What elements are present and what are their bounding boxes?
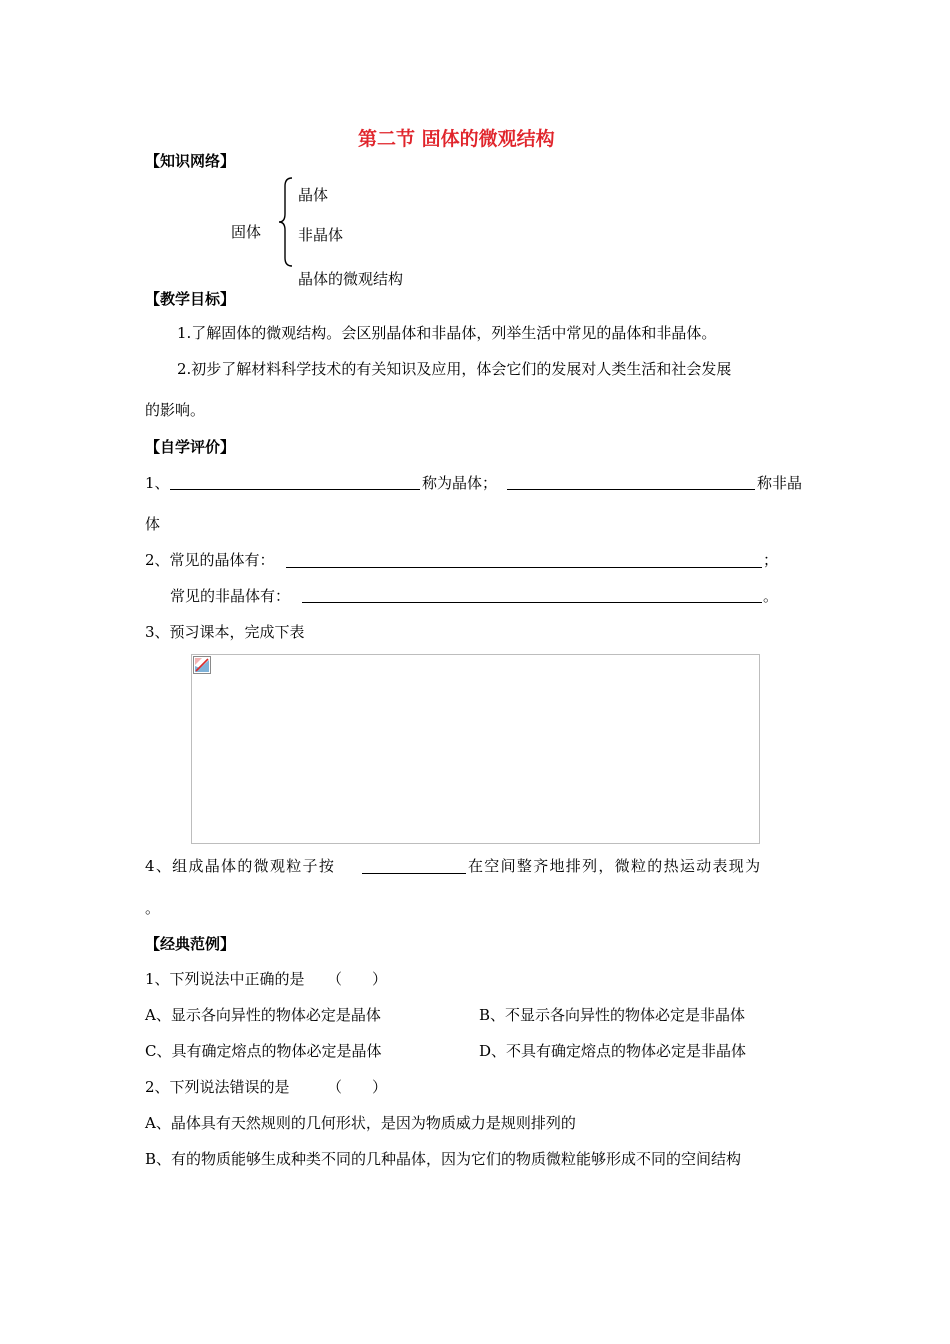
- curly-brace-icon: [276, 176, 296, 268]
- q4-blank[interactable]: [362, 873, 466, 874]
- q2-crystal-end: ；: [763, 551, 779, 569]
- section-heading-self-eval: 【自学评价】: [145, 438, 236, 456]
- q1-end-text: 称非晶: [757, 474, 803, 492]
- section-heading-examples: 【经典范例】: [145, 935, 236, 953]
- page-title: 第二节 固体的微观结构: [358, 128, 555, 150]
- example-q1-option-a: A、显示各向异性的物体必定是晶体: [145, 1006, 381, 1024]
- table-image-placeholder: [191, 654, 760, 844]
- q4-wrap: 。: [145, 899, 161, 917]
- example-q2: 2、下列说法错误的是 （ ）: [145, 1078, 388, 1096]
- q2-blank-crystal[interactable]: [286, 567, 762, 568]
- q4-text-a: 4、组成晶体的微观粒子按: [145, 857, 336, 875]
- example-q1: 1、下列说法中正确的是 （ ）: [145, 970, 388, 988]
- network-root-label: 固体: [231, 223, 262, 241]
- example-q1-option-d: D、不具有确定熔点的物体必定是非晶体: [479, 1042, 747, 1060]
- example-q2-option-a: A、晶体具有天然规则的几何形状，是因为物质威力是规则排列的: [145, 1114, 576, 1132]
- goal-item-2-wrap: 的影响。: [145, 401, 206, 419]
- q2-blank-noncrystal[interactable]: [302, 602, 762, 603]
- section-heading-knowledge-network: 【知识网络】: [145, 152, 236, 170]
- q1-blank-crystal[interactable]: [170, 489, 420, 490]
- broken-image-icon: [193, 656, 211, 674]
- example-q1-option-b: B、不显示各向异性的物体必定是非晶体: [479, 1006, 746, 1024]
- example-q2-option-b: B、有的物质能够生成种类不同的几种晶体，因为它们的物质微粒能够形成不同的空间结构: [145, 1150, 742, 1168]
- network-branch-crystal: 晶体: [298, 186, 329, 204]
- example-q1-option-c: C、具有确定熔点的物体必定是晶体: [145, 1042, 382, 1060]
- q4-text-b: 在空间整齐地排列，微粒的热运动表现为: [468, 857, 762, 875]
- q1-blank-noncrystal[interactable]: [507, 489, 755, 490]
- q1-mid-text: 称为晶体；: [422, 474, 498, 492]
- q3-text: 3、预习课本，完成下表: [145, 623, 305, 641]
- goal-item-2: 2.初步了解材料科学技术的有关知识及应用，体会它们的发展对人类生活和社会发展: [177, 360, 732, 378]
- q2-noncrystal-label: 常见的非晶体有：: [170, 587, 291, 605]
- q1-number: 1、: [145, 474, 170, 492]
- q2-crystal-label: 2、常见的晶体有：: [145, 551, 275, 569]
- q1-wrap-text: 体: [145, 515, 161, 533]
- network-branch-microstructure: 晶体的微观结构: [298, 270, 404, 288]
- network-branch-noncrystal: 非晶体: [298, 226, 344, 244]
- section-heading-teaching-goals: 【教学目标】: [145, 290, 236, 308]
- goal-item-1: 1.了解固体的微观结构。会区别晶体和非晶体，列举生活中常见的晶体和非晶体。: [177, 324, 717, 342]
- q2-noncrystal-end: 。: [763, 587, 779, 605]
